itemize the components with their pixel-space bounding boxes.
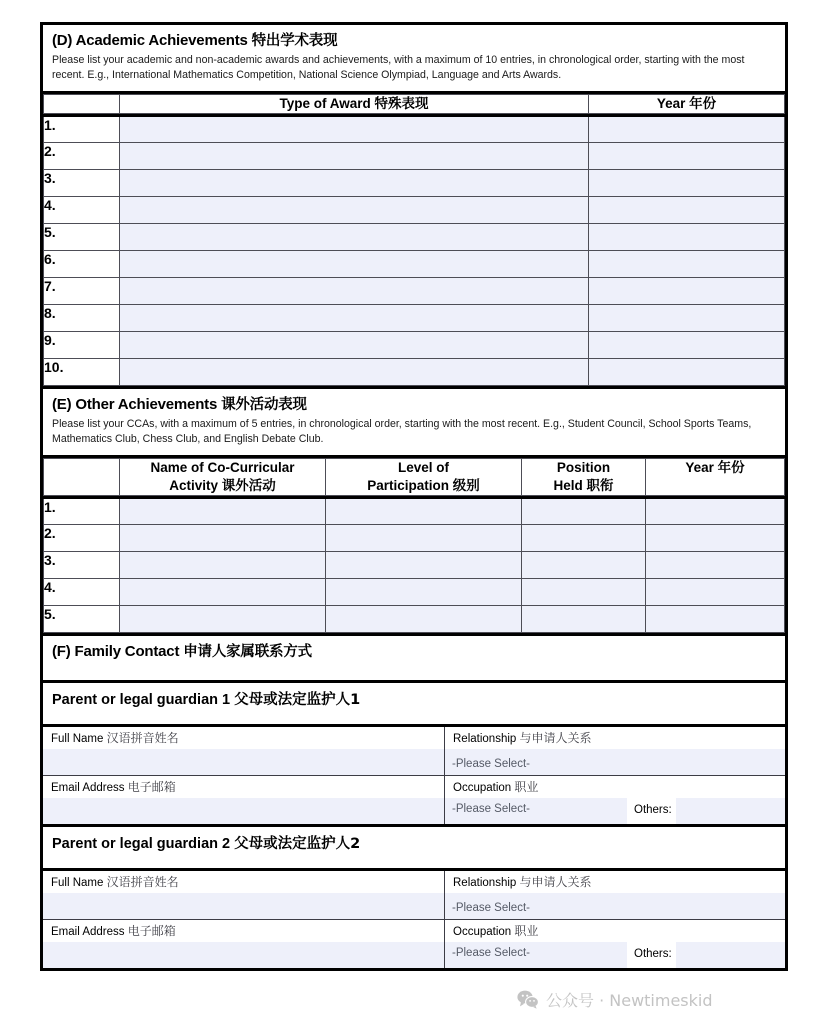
level-input[interactable] — [326, 606, 522, 633]
section-d-header — [43, 25, 785, 94]
column-level-of-participation — [326, 459, 522, 496]
cca-input[interactable] — [120, 579, 326, 606]
column-cca-name — [120, 459, 326, 496]
award-input[interactable] — [120, 197, 589, 224]
application-form-page — [40, 22, 788, 971]
column-level-line2-en: Participation — [367, 478, 453, 493]
section-f-title — [52, 642, 776, 662]
academic-achievements-table — [43, 94, 785, 114]
column-type-of-award — [120, 95, 589, 114]
table-header-row — [44, 459, 785, 496]
year-input[interactable] — [646, 498, 785, 525]
others-input[interactable] — [676, 798, 785, 824]
guardian-band-title-en: Parent or legal guardian 1 — [52, 692, 235, 708]
award-input[interactable] — [120, 278, 589, 305]
column-year-cn: 年份 — [717, 460, 745, 476]
table-row — [44, 197, 785, 224]
column-position-line1: Position — [556, 460, 611, 475]
position-input[interactable] — [522, 579, 646, 606]
level-input[interactable] — [326, 579, 522, 606]
guardian-block — [43, 683, 785, 824]
row-number: 1. — [44, 498, 120, 525]
row-number: 7. — [44, 278, 120, 305]
email-cell — [43, 920, 445, 968]
level-input[interactable] — [326, 525, 522, 552]
occupation-label-cn: 职业 — [514, 924, 539, 938]
row-number: 10. — [44, 359, 120, 386]
full-name-label-cn: 汉语拼音姓名 — [106, 875, 179, 889]
full-name-label-cn: 汉语拼音姓名 — [106, 731, 179, 745]
year-input[interactable] — [646, 552, 785, 579]
year-input[interactable] — [646, 579, 785, 606]
full-name-input[interactable] — [43, 893, 444, 919]
year-input[interactable] — [589, 116, 785, 143]
section-f-title-en: (F) Family Contact — [52, 643, 184, 660]
email-input[interactable] — [43, 942, 444, 968]
table-row — [44, 606, 785, 633]
column-position-line2-cn: 职衔 — [586, 478, 614, 494]
guardian-email-row — [43, 920, 785, 968]
relationship-select[interactable]: -Please Select- — [445, 749, 785, 775]
column-level-line1: Level of — [397, 460, 449, 475]
position-input[interactable] — [522, 606, 646, 633]
section-d-description: Please list your academic and non-academic awards and achievements, with a maximum of 10 entries, in chronological order, starting with the most recent. E.g., International Mathematics Competition, National Science Olympiad, Language and Arts Awards. — [52, 54, 745, 81]
column-year — [646, 459, 785, 496]
position-input[interactable] — [522, 498, 646, 525]
occupation-select[interactable]: -Please Select- — [445, 798, 627, 824]
award-input[interactable] — [120, 224, 589, 251]
column-position-line2-en: Held — [553, 478, 587, 493]
award-input[interactable] — [120, 143, 589, 170]
guardian-band-title-cn: 父母或法定监护人2 — [234, 836, 361, 852]
year-input[interactable] — [646, 606, 785, 633]
level-input[interactable] — [326, 552, 522, 579]
table-row — [44, 278, 785, 305]
occupation-label-cn: 职业 — [514, 780, 539, 794]
table-row — [44, 143, 785, 170]
guardian-band-title — [43, 824, 785, 871]
position-input[interactable] — [522, 525, 646, 552]
section-e-description: Please list your CCAs, with a maximum of 5 entries, in chronological order, starting with the most recent. E.g., Student Council, School Sports Teams, Mathematics Club, Chess Club, and English Debate Club. — [52, 418, 752, 445]
occupation-cell — [445, 920, 785, 968]
year-input[interactable] — [646, 525, 785, 552]
others-input[interactable] — [676, 942, 785, 968]
email-label-cn: 电子邮箱 — [127, 780, 176, 794]
academic-achievements-rows — [43, 114, 785, 386]
column-cca-name-line2-en: Activity — [169, 478, 222, 493]
award-input[interactable] — [120, 332, 589, 359]
row-number: 9. — [44, 332, 120, 359]
table-row — [44, 525, 785, 552]
row-number: 6. — [44, 251, 120, 278]
occupation-label-en: Occupation — [453, 782, 515, 794]
section-d-title — [52, 31, 776, 51]
guardian-band-title — [43, 683, 785, 727]
column-year-cn: 年份 — [689, 96, 717, 112]
section-f-header — [43, 633, 785, 683]
award-input[interactable] — [120, 359, 589, 386]
section-d-title-cn: 特出学术表现 — [251, 33, 338, 49]
row-number: 2. — [44, 525, 120, 552]
award-input[interactable] — [120, 251, 589, 278]
other-achievements-rows — [43, 496, 785, 633]
table-row — [44, 251, 785, 278]
row-number: 2. — [44, 143, 120, 170]
year-input[interactable] — [589, 332, 785, 359]
row-number: 8. — [44, 305, 120, 332]
others-label: Others: — [627, 942, 676, 968]
cca-input[interactable] — [120, 552, 326, 579]
year-input[interactable] — [589, 224, 785, 251]
full-name-cell — [43, 871, 445, 919]
level-input[interactable] — [326, 498, 522, 525]
full-name-label-en: Full Name — [51, 733, 107, 745]
table-row — [44, 359, 785, 386]
row-number: 5. — [44, 224, 120, 251]
full-name-cell — [43, 727, 445, 775]
column-year-en: Year — [685, 460, 718, 475]
email-label-en: Email Address — [51, 782, 128, 794]
row-number: 1. — [44, 116, 120, 143]
row-number: 4. — [44, 579, 120, 606]
position-input[interactable] — [522, 552, 646, 579]
section-d-title-en: (D) Academic Achievements — [52, 32, 252, 49]
table-row — [44, 552, 785, 579]
relationship-label-en: Relationship — [453, 877, 520, 889]
relationship-label-en: Relationship — [453, 733, 520, 745]
award-input[interactable] — [120, 170, 589, 197]
section-e-header — [43, 386, 785, 458]
cca-input[interactable] — [120, 606, 326, 633]
full-name-input[interactable] — [43, 749, 444, 775]
table-row — [44, 579, 785, 606]
email-label-cn: 电子邮箱 — [127, 924, 176, 938]
other-achievements-table — [43, 458, 785, 496]
year-input[interactable] — [589, 359, 785, 386]
guardian-band-title-cn: 父母或法定监护人1 — [234, 692, 361, 708]
section-f-title-cn: 申请人家属联系方式 — [183, 644, 312, 660]
column-year — [589, 95, 785, 114]
others-label: Others: — [627, 798, 676, 824]
email-label-en: Email Address — [51, 926, 128, 938]
guardian-name-row — [43, 871, 785, 920]
year-input[interactable] — [589, 197, 785, 224]
year-input[interactable] — [589, 278, 785, 305]
table-row — [44, 498, 785, 525]
table-row — [44, 116, 785, 143]
award-input[interactable] — [120, 305, 589, 332]
column-index — [44, 459, 120, 496]
guardian-name-row — [43, 727, 785, 776]
column-type-of-award-en: Type of Award — [279, 96, 375, 111]
relationship-select[interactable]: -Please Select- — [445, 893, 785, 919]
section-e-title — [52, 395, 776, 415]
occupation-label-en: Occupation — [453, 926, 515, 938]
year-input[interactable] — [589, 170, 785, 197]
row-number: 5. — [44, 606, 120, 633]
table-row — [44, 305, 785, 332]
column-year-en: Year — [656, 96, 690, 111]
cca-input[interactable] — [120, 498, 326, 525]
guardian-band-title-en: Parent or legal guardian 2 — [52, 836, 235, 852]
award-input[interactable] — [120, 116, 589, 143]
row-number: 3. — [44, 552, 120, 579]
email-input[interactable] — [43, 798, 444, 824]
relationship-cell — [445, 727, 785, 775]
section-e-title-en: (E) Other Achievements — [52, 396, 222, 413]
column-cca-name-line1: Name of Co-Curricular — [150, 460, 295, 475]
row-number: 4. — [44, 197, 120, 224]
year-input[interactable] — [589, 251, 785, 278]
table-row — [44, 332, 785, 359]
table-header-row — [44, 95, 785, 114]
occupation-select[interactable]: -Please Select- — [445, 942, 627, 968]
wechat-icon — [517, 990, 539, 1009]
email-cell — [43, 776, 445, 824]
table-row — [44, 224, 785, 251]
full-name-label-en: Full Name — [51, 877, 107, 889]
section-e-title-cn: 课外活动表现 — [221, 397, 307, 413]
cca-input[interactable] — [120, 525, 326, 552]
relationship-label-cn: 与申请人关系 — [519, 875, 592, 889]
column-level-line2-cn: 级别 — [452, 478, 480, 494]
row-number: 3. — [44, 170, 120, 197]
year-input[interactable] — [589, 305, 785, 332]
year-input[interactable] — [589, 143, 785, 170]
guardian-block — [43, 824, 785, 968]
watermark — [517, 988, 713, 1011]
relationship-label-cn: 与申请人关系 — [519, 731, 592, 745]
watermark-text: 公众号 · Newtimeskid — [546, 991, 713, 1010]
occupation-cell — [445, 776, 785, 824]
table-row — [44, 170, 785, 197]
column-cca-name-line2-cn: 课外活动 — [221, 478, 276, 494]
column-index — [44, 95, 120, 114]
column-position-held — [522, 459, 646, 496]
guardian-email-row — [43, 776, 785, 824]
column-type-of-award-cn: 特殊表现 — [374, 96, 429, 112]
relationship-cell — [445, 871, 785, 919]
